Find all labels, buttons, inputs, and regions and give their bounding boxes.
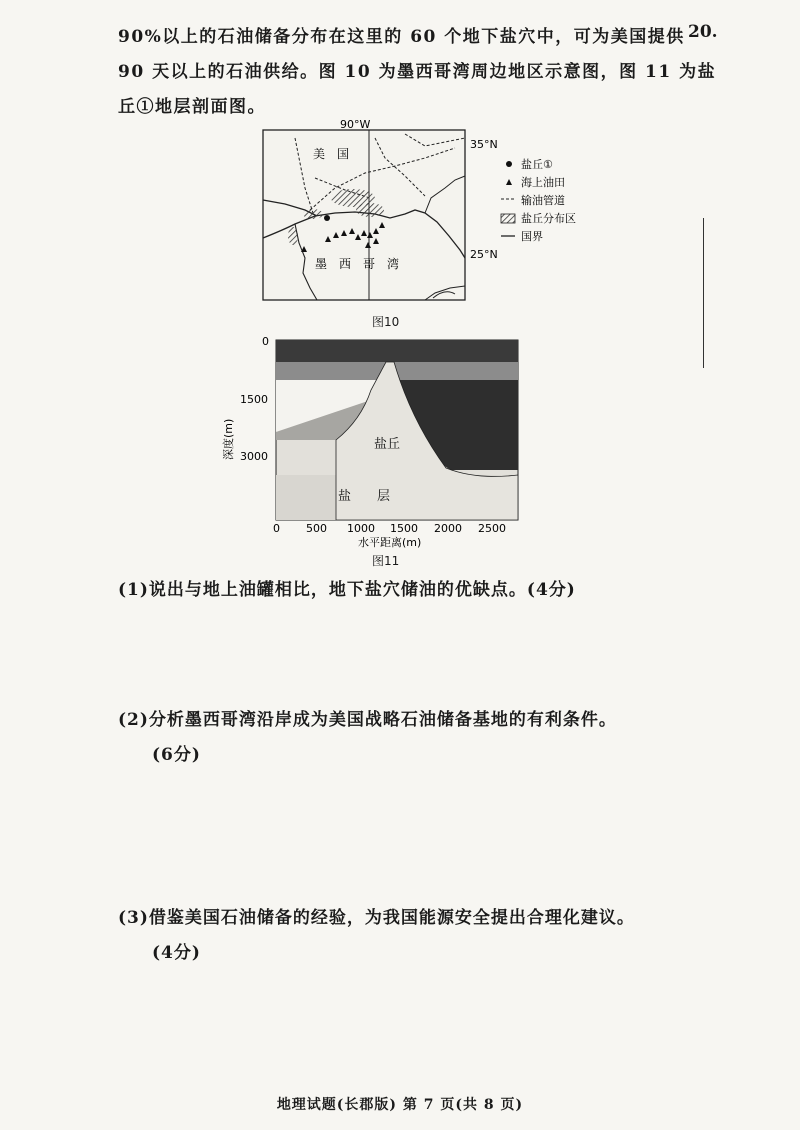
y-axis-label: 深度(m) [222,418,235,460]
legend-border: 国界 [521,230,543,243]
intro-line-3: 丘①地层剖面图。 [118,97,266,117]
lat-top-label: 35°N [470,138,498,151]
question-2: (2)分析墨西哥湾沿岸成为美国战略石油储备基地的有利条件。 [118,710,617,730]
x-tick-2000: 2000 [434,522,462,535]
intro-line-2: 90 天以上的石油供给。图 10 为墨西哥湾周边地区示意图，图 11 为盐 [118,62,717,82]
edge-mark [703,218,710,368]
legend-salt-dome: 盐丘① [521,158,553,171]
stratum-top-dark [276,340,518,362]
lat-bottom-label: 25°N [470,248,498,261]
label-salt-layer: 盐 层 [338,489,391,504]
legend-oil-field: 海上油田 [521,176,565,189]
x-tick-0: 0 [273,522,280,535]
y-tick-1500: 1500 [240,393,268,406]
salt-dome-zone-2 [356,203,384,217]
label-usa: 美 国 [313,147,350,161]
y-tick-0: 0 [262,335,269,348]
side-question-number: 20. [688,22,718,42]
question-3: (3)借鉴美国石油储备的经验，为我国能源安全提出合理化建议。 [118,908,635,928]
x-tick-500: 500 [306,522,327,535]
legend-pipeline: 输油管道 [521,194,565,207]
y-tick-3000: 3000 [240,450,268,463]
salt-dome-1-marker [324,215,330,221]
map-legend [501,157,576,243]
x-tick-1000: 1000 [347,522,375,535]
figure-10-map [255,118,605,313]
figure-11-section [218,330,538,555]
x-tick-2500: 2500 [478,522,506,535]
legend-dome-area: 盐丘分布区 [521,212,576,225]
intro-line-1: 90%以上的石油储备分布在这里的 60 个地下盐穴中，可为美国提供 [118,27,685,47]
label-gulf: 墨 西 哥 湾 [315,257,400,271]
question-2-score: (6分) [152,745,201,765]
label-salt-dome: 盐丘 [374,437,401,452]
x-tick-1500: 1500 [390,522,418,535]
lon-label: 90°W [340,118,371,131]
salt-dome-zone-3 [303,209,323,219]
question-1: (1)说出与地上油罐相比，地下盐穴储油的优缺点。(4分) [118,580,576,600]
page-footer: 地理试题(长郡版) 第 7 页(共 8 页) [276,1097,524,1113]
figure-10-caption: 图10 [372,315,400,329]
figure-11-caption: 图11 [372,554,400,568]
x-axis-label: 水平距离(m) [358,536,422,549]
salt-dome-zone-4 [288,227,298,245]
question-3-score: (4分) [152,943,201,963]
